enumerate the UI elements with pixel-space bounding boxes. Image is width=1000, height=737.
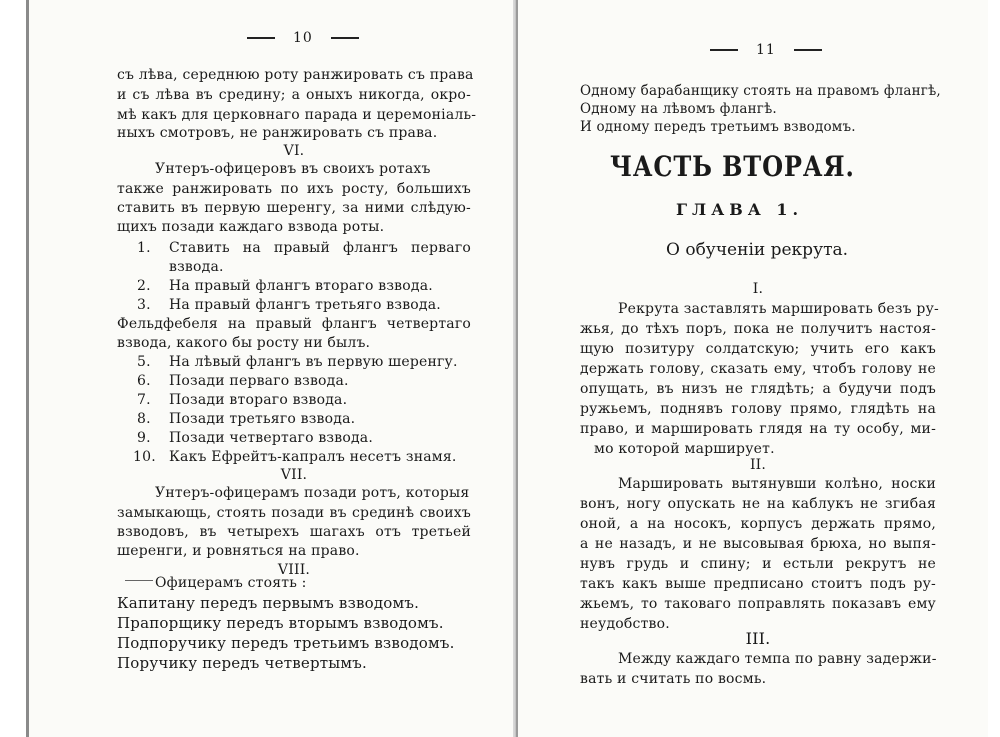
list-number: 9. [137, 430, 151, 446]
text-line: мѣ какъ для церковнаго парада и церемоніаль- [117, 107, 477, 123]
text-line: ставить въ первую шеренгу, за ними слѣдую- [117, 200, 471, 216]
text-line: щихъ позади каждаго взвода роты. [117, 219, 385, 235]
list-number: 8. [137, 411, 151, 427]
text-line: съ лѣва, середнюю роту ранжировать съ права [117, 67, 474, 83]
margin-mark [125, 580, 153, 581]
list-item: На лѣвый флангъ въ первую шеренгу. [169, 354, 458, 370]
section-numeral: III. [745, 629, 771, 648]
right-page-number [710, 42, 822, 58]
list-item: Позади третьяго взвода. [169, 411, 356, 427]
text-line: нувъ грудь и спину; и естьли рекрутъ не [580, 556, 936, 572]
page-number-dash [331, 37, 359, 39]
list-number: 1. [137, 240, 151, 256]
text-line: Унтеръ-офицеровъ въ своихъ ротахъ [155, 161, 431, 177]
list-item: На правый флангъ втораго взвода. [169, 278, 433, 294]
list-item: На правый флангъ третьяго взвода. [169, 297, 441, 313]
left-page [26, 0, 514, 737]
text-line: опущать, въ низъ не глядѣть; а будучи подъ [580, 381, 936, 397]
text-line: Подпоручику передъ третьимъ взводомъ. [117, 634, 455, 652]
page-number-dash [710, 49, 738, 51]
text-line: Одному на лѣвомъ флангѣ. [580, 101, 777, 117]
text-line: а не назадъ, и не высовывая брюха, но выпя- [580, 536, 936, 552]
text-line: ныхъ смотровъ, не ранжировать съ права. [117, 125, 438, 141]
section-numeral: VII. [280, 467, 308, 483]
text-line: Фельдфебеля на правый флангъ четвертаго [117, 316, 471, 332]
text-line: шеренги, и ровняться на право. [117, 543, 360, 559]
text-line: держать голову, сказать ему, чтобъ голову не [580, 361, 936, 377]
text-line: Между каждаго темпа по равну задержи- [618, 651, 937, 667]
section-numeral: VIII. [277, 562, 311, 578]
list-item: Позади четвертаго взвода. [169, 430, 373, 446]
list-item-cont: взвода. [169, 259, 224, 275]
text-line: жья, до тѣхъ поръ, пока не получитъ настоя- [580, 321, 936, 337]
list-item: Позади перваго взвода. [169, 373, 349, 389]
text-line: Одному барабанщику стоять на правомъ флангѣ, [580, 83, 941, 99]
text-line: Рекрута заставлять маршировать безъ ру- [618, 301, 939, 317]
text-line: также ранжировать по ихъ росту, большихъ [117, 181, 471, 197]
list-item: Какъ Ефрейтъ-капралъ несетъ знамя. [169, 449, 457, 465]
list-number: 7. [137, 392, 151, 408]
list-number: 10. [133, 449, 156, 465]
list-number: 6. [137, 373, 151, 389]
text-line: замыкающь, стоять позади въ срединѣ своихъ [117, 505, 471, 521]
left-page-number [247, 30, 359, 46]
page-number-dash [247, 37, 275, 39]
text-line: и съ лѣва въ средину; а оныхъ никогда, окро- [117, 87, 471, 103]
page-number-dash [794, 49, 822, 51]
list-number: 3. [137, 297, 151, 313]
list-number: 2. [137, 278, 151, 294]
section-numeral: II. [749, 457, 767, 473]
text-line: взвода, какого бы росту ни былъ. [117, 335, 371, 351]
text-line: И одному передъ третьимъ взводомъ. [580, 119, 856, 135]
list-item: Позади втораго взвода. [169, 392, 348, 408]
chapter-label: ГЛАВА 1. [676, 200, 804, 219]
text-line: щую позитуру солдатскую; учить его какъ [580, 341, 936, 357]
text-line: Прапорщику передъ вторымъ взводомъ. [117, 614, 444, 632]
chapter-subtitle: О обученіи рекрута. [666, 240, 849, 260]
text-line: оной, а на носокъ, корпусъ держать прямо, [580, 516, 936, 532]
text-line: взводовъ, въ четырехъ шагахъ отъ третьей [117, 524, 471, 540]
page-number-text: 10 [293, 30, 313, 46]
page-number-text: 11 [756, 42, 776, 58]
list-item: Ставить на правый флангъ перваго [169, 240, 471, 256]
right-page [516, 0, 988, 737]
part-title: ЧАСТЬ ВТОРАЯ. [610, 150, 855, 183]
text-line: Капитану передъ первымъ взводомъ. [117, 594, 420, 612]
text-line: право, и маршировать глядя на ту особу, ми- [580, 421, 936, 437]
section-numeral: VI. [283, 143, 305, 159]
text-line: вать и считать по восмь. [580, 671, 767, 687]
text-line: Офицерамъ стоять : [155, 575, 307, 591]
list-number: 5. [137, 354, 151, 370]
section-numeral: I. [752, 281, 764, 297]
text-line: вонъ, ногу опускать не на каблукъ не згибая [580, 496, 936, 512]
text-line: ружьемъ, поднявъ голову прямо, глядѣть на [580, 401, 936, 417]
text-line: Унтеръ-офицерамъ позади ротъ, которыя [155, 485, 470, 501]
text-line: Поручику передъ четвертымъ. [117, 654, 367, 672]
text-line: мо которой марширует. [594, 441, 775, 457]
text-line: такъ какъ выше предписано стоитъ подъ ру- [580, 576, 936, 592]
text-line: Маршировать вытянувши колѣно, носки [618, 476, 936, 492]
text-line: жьемъ, то таковаго поправлять показавъ ему [580, 596, 936, 612]
text-line: неудобство. [580, 616, 670, 632]
